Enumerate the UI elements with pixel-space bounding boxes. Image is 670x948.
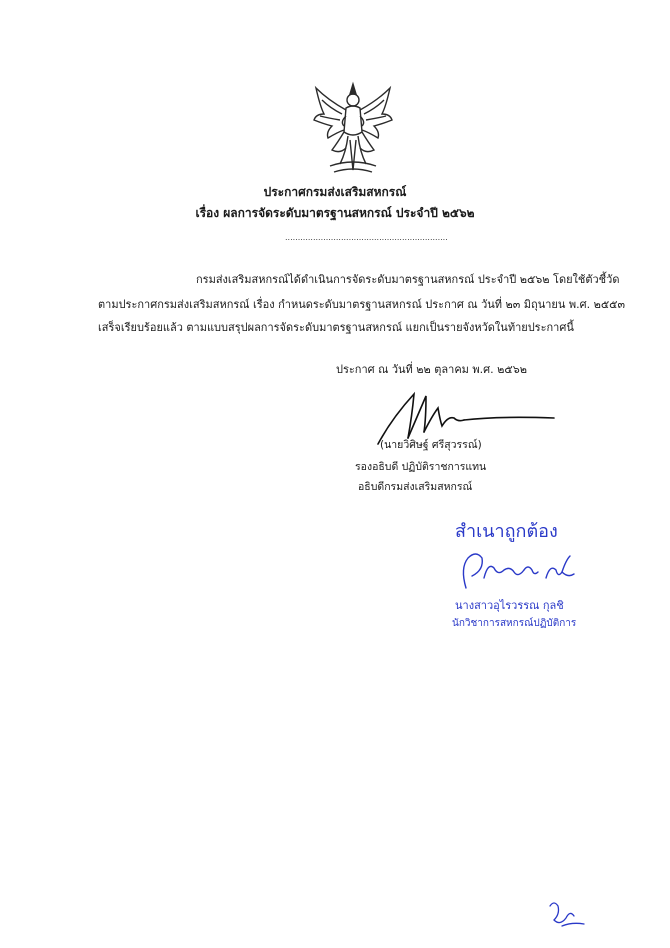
announcement-title: ประกาศกรมส่งเสริมสหกรณ์ — [263, 185, 407, 199]
certifier-name: นางสาวอุไรวรรณ กุลชิ — [455, 599, 564, 612]
announcement-date: ประกาศ ณ วันที่ ๒๒ ตุลาคม พ.ศ. ๒๕๖๒ — [336, 363, 527, 376]
body-paragraph-line-3: เสร็จเรียบร้อยแล้ว ตามแบบสรุปผลการจัดระดับมาตรฐานสหกรณ์ แยกเป็นรายจังหวัดในท้ายประกาศนี้ — [98, 321, 574, 334]
separator-line: ................................................................ — [285, 233, 448, 242]
body-paragraph-line-2: ตามประกาศกรมส่งเสริมสหกรณ์ เรื่อง กำหนดระดับมาตรฐานสหกรณ์ ประกาศ ณ วันที่ ๒๓ มิถุนายน พ.ศ. ๒๕๕๓ — [98, 298, 626, 311]
initials-mark — [544, 896, 588, 932]
signatory-name: (นายวิศิษฐ์ ศรีสุวรรณ์) — [380, 439, 482, 451]
certifier-signature — [458, 548, 580, 594]
announcement-subject: เรื่อง ผลการจัดระดับมาตรฐานสหกรณ์ ประจำปี ๒๕๖๒ — [195, 206, 475, 220]
signatory-position-1: รองอธิบดี ปฏิบัติราชการแทน — [355, 461, 487, 473]
body-paragraph-line-1: กรมส่งเสริมสหกรณ์ได้ดำเนินการจัดระดับมาตรฐานสหกรณ์ ประจำปี ๒๕๖๒ โดยใช้ตัวชี้วัด — [196, 273, 620, 286]
garuda-emblem-icon — [310, 80, 396, 176]
certifier-position: นักวิชาการสหกรณ์ปฏิบัติการ — [452, 618, 577, 629]
certified-copy-stamp: สำเนาถูกต้อง — [455, 521, 558, 542]
signatory-position-2: อธิบดีกรมส่งเสริมสหกรณ์ — [358, 481, 473, 493]
